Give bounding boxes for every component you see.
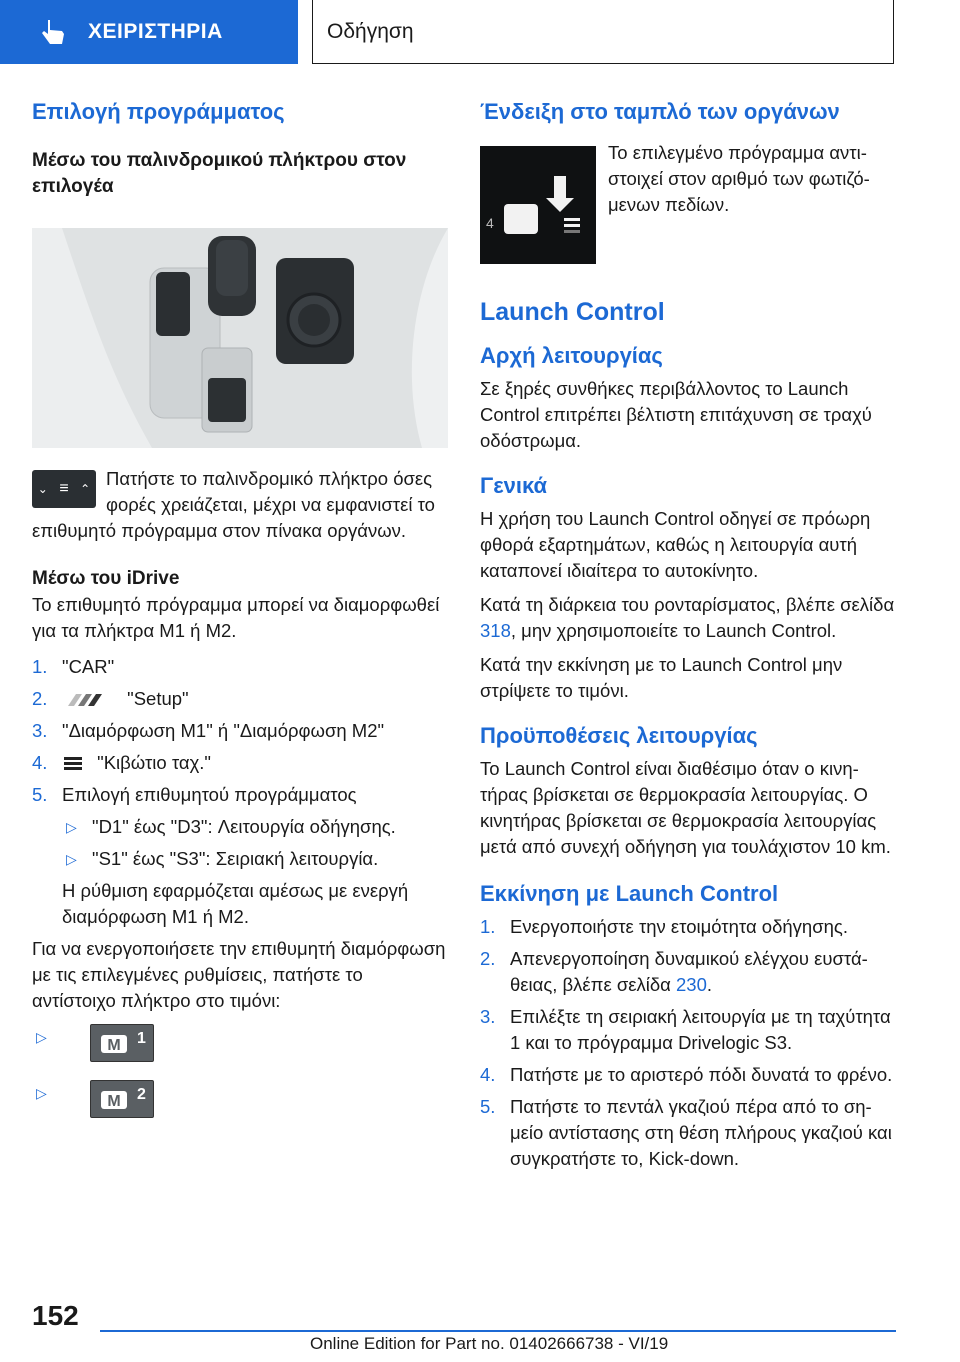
principle-text: Σε ξηρές συνθήκες περιβάλλοντος το Launch Control επιτρέπει βέλτιστη επιτάχυνση σε τραχύ οδόστρωμα. <box>480 378 872 451</box>
section-breadcrumb <box>312 0 894 64</box>
start-title: Εκκίνηση με Launch Control <box>480 881 779 906</box>
general-text-2 <box>480 592 896 644</box>
triangle-bullet-icon: ▷ <box>66 851 77 867</box>
display-explanation: Το επιλεγμένο πρόγραμμα αντιστοιχεί στον αριθμό των φωτιζόμενων πεδίων. <box>608 142 870 215</box>
step-number: 1. <box>480 916 496 937</box>
list-item <box>32 654 448 680</box>
launch-control-title: Launch Control <box>480 298 665 326</box>
m-stripes-icon <box>62 692 114 708</box>
idrive-steps <box>32 654 448 930</box>
list-item <box>480 946 896 998</box>
step-number: 2. <box>32 688 48 709</box>
step-number: 3. <box>32 720 48 741</box>
bullet-item <box>62 814 448 840</box>
instrument-display-image <box>480 146 596 264</box>
step-text: Απενεργοποίηση δυναμικού ελέγχου ευστάθειας, βλέπε σελίδα <box>510 948 868 995</box>
prerequisites-title: Προϋποθέσεις λειτουργίας <box>480 723 758 748</box>
step-number: 4. <box>480 1064 496 1085</box>
step-text: "CAR" <box>62 656 115 677</box>
step-text: Επιλέξτε τη σειριακή λειτουργία με τη ταχύτητα 1 και το πρόγραμμα Drivelogic S3. <box>510 1006 891 1053</box>
step-text: "Διαμόρφωση M1" ή "Διαμόρφωση M2" <box>62 720 385 741</box>
list-item <box>480 1062 896 1088</box>
chapter-label: ΧΕΙΡΙΣΤΗΡΙΑ <box>88 20 223 43</box>
general-title: Γενικά <box>480 473 548 498</box>
section-label: Οδήγηση <box>327 19 414 43</box>
step-number: 2. <box>480 948 496 969</box>
bullet-text: "S1" έως "S3": Σειριακή λειτουργία. <box>92 848 379 869</box>
m2-button-icon <box>90 1080 154 1118</box>
page-link-318[interactable]: 318 <box>480 620 511 641</box>
selector-lever-photo <box>32 228 448 448</box>
gearbox-icon <box>62 755 84 773</box>
general-text-3: Κατά την εκκίνηση με το Launch Control μην στρίψετε το τιμόνι. <box>480 654 843 701</box>
step-text: Επιλογή επιθυμητού προγράμματος <box>62 784 357 805</box>
page-number: 152 <box>32 1300 79 1331</box>
program-selection-title: Επιλογή προγράμματος <box>32 99 285 124</box>
display-gear-number: 4 <box>486 215 494 231</box>
rocker-switch-icon <box>32 470 96 508</box>
footer-divider <box>100 1330 896 1332</box>
step5-note: Η ρύθμιση εφαρμόζεται αμέσως με ενεργή διαμόρφωση M1 ή M2. <box>62 880 409 927</box>
step-text: Πατήστε το πεντάλ γκαζιού πέρα από το σημείο αντίστασης στη θέση πλήρους γκαζιού και συγκρατήστε το, Kick-down. <box>510 1096 892 1169</box>
lines-icon: ≡ <box>59 480 69 497</box>
step-text: "Setup" <box>127 688 189 709</box>
step-number: 5. <box>32 784 48 805</box>
left-column <box>32 98 448 1124</box>
principle-title: Αρχή λειτουργίας <box>480 343 663 368</box>
step-number: 3. <box>480 1006 496 1027</box>
list-item <box>480 1094 896 1172</box>
svg-text:1: 1 <box>137 1030 146 1047</box>
text-part: , μην χρησιμοποιείτε το Launch Control. <box>510 620 837 641</box>
chapter-tab[interactable] <box>0 0 298 64</box>
list-item <box>32 718 448 744</box>
edition-text: Online Edition for Part no. 01402666738 - VI/19 <box>310 1334 669 1353</box>
chevron-up-icon: ⌃ <box>80 482 91 496</box>
idrive-subtitle: Μέσω του iDrive <box>32 568 180 589</box>
text-part: . <box>706 974 713 995</box>
list-item <box>32 782 448 930</box>
step-number: 4. <box>32 752 48 773</box>
svg-text:2: 2 <box>137 1086 146 1103</box>
bullet-text: "D1" έως "D3": Λειτουργία οδήγησης. <box>92 816 396 837</box>
triangle-bullet-icon: ▷ <box>36 1085 47 1101</box>
rocker-subtitle: Μέσω του παλινδρομικού πλήκτρου στον επιλογέα <box>32 150 407 197</box>
page-link-230[interactable]: 230 <box>676 974 707 995</box>
step-number: 5. <box>480 1096 496 1117</box>
text-part: Κατά τη διάρκεια του ρονταρίσματος, βλέπε σελίδα <box>480 594 895 615</box>
step-text: Ενεργοποιήστε την ετοιμότητα οδήγησης. <box>510 916 848 937</box>
start-steps <box>480 914 896 1172</box>
triangle-bullet-icon: ▷ <box>36 1029 47 1045</box>
hand-pointer-icon <box>40 18 66 46</box>
m1-item <box>32 1024 448 1062</box>
activate-text: Για να ενεργοποιήσετε την επιθυμητή διαμόρφωση με τις επιλεγμένες ρυθμίσεις, πατήστε το αντίστοιχο πλήκτρο στο τιμόνι: <box>32 938 446 1011</box>
idrive-text: Το επιθυμητό πρόγραμμα μπορεί να διαμορφωθεί για τα πλήκτρα M1 ή M2. <box>32 594 440 641</box>
right-column <box>480 98 896 1178</box>
rocker-instruction: Πατήστε το παλινδρομικό πλήκτρο όσες φορές χρειάζεται, μέχρι να εμφανιστεί το επιθυμητό πρόγραμμα στον πίνακα οργάνων. <box>32 468 435 541</box>
m2-item <box>32 1080 448 1118</box>
m1-button-icon <box>90 1024 154 1062</box>
step-text: "Κιβώτιο ταχ." <box>97 752 211 773</box>
list-item <box>480 914 896 940</box>
prerequisites-text: Το Launch Control είναι διαθέσιμο όταν ο κινητήρας βρίσκεται σε θερμοκρασία λειτουργίας. Ο κινητήρας βρίσκεται σε θερμοκρασία λειτουργίας μετά από συνεχή οδήγηση για τουλάχιστον 10 km. <box>480 758 891 857</box>
list-item <box>32 750 448 776</box>
general-text-1: Η χρήση του Launch Control οδηγεί σε πρόωρη φθορά εξαρτημάτων, καθώς η λειτουργία αυτή καταπονεί ιδιαίτερα το αυτοκίνητο. <box>480 508 871 581</box>
step-number: 1. <box>32 656 48 677</box>
triangle-bullet-icon: ▷ <box>66 819 77 835</box>
svg-text:M: M <box>107 1037 121 1054</box>
svg-text:M: M <box>107 1093 121 1110</box>
instrument-display-title: Ένδειξη στο ταμπλό των οργάνων <box>480 99 840 124</box>
list-item <box>480 1004 896 1056</box>
chevron-down-icon: ⌄ <box>37 482 48 496</box>
list-item <box>32 686 448 712</box>
bullet-item <box>62 846 448 872</box>
step-text: Πατήστε με το αριστερό πόδι δυνατά το φρένο. <box>510 1064 893 1085</box>
